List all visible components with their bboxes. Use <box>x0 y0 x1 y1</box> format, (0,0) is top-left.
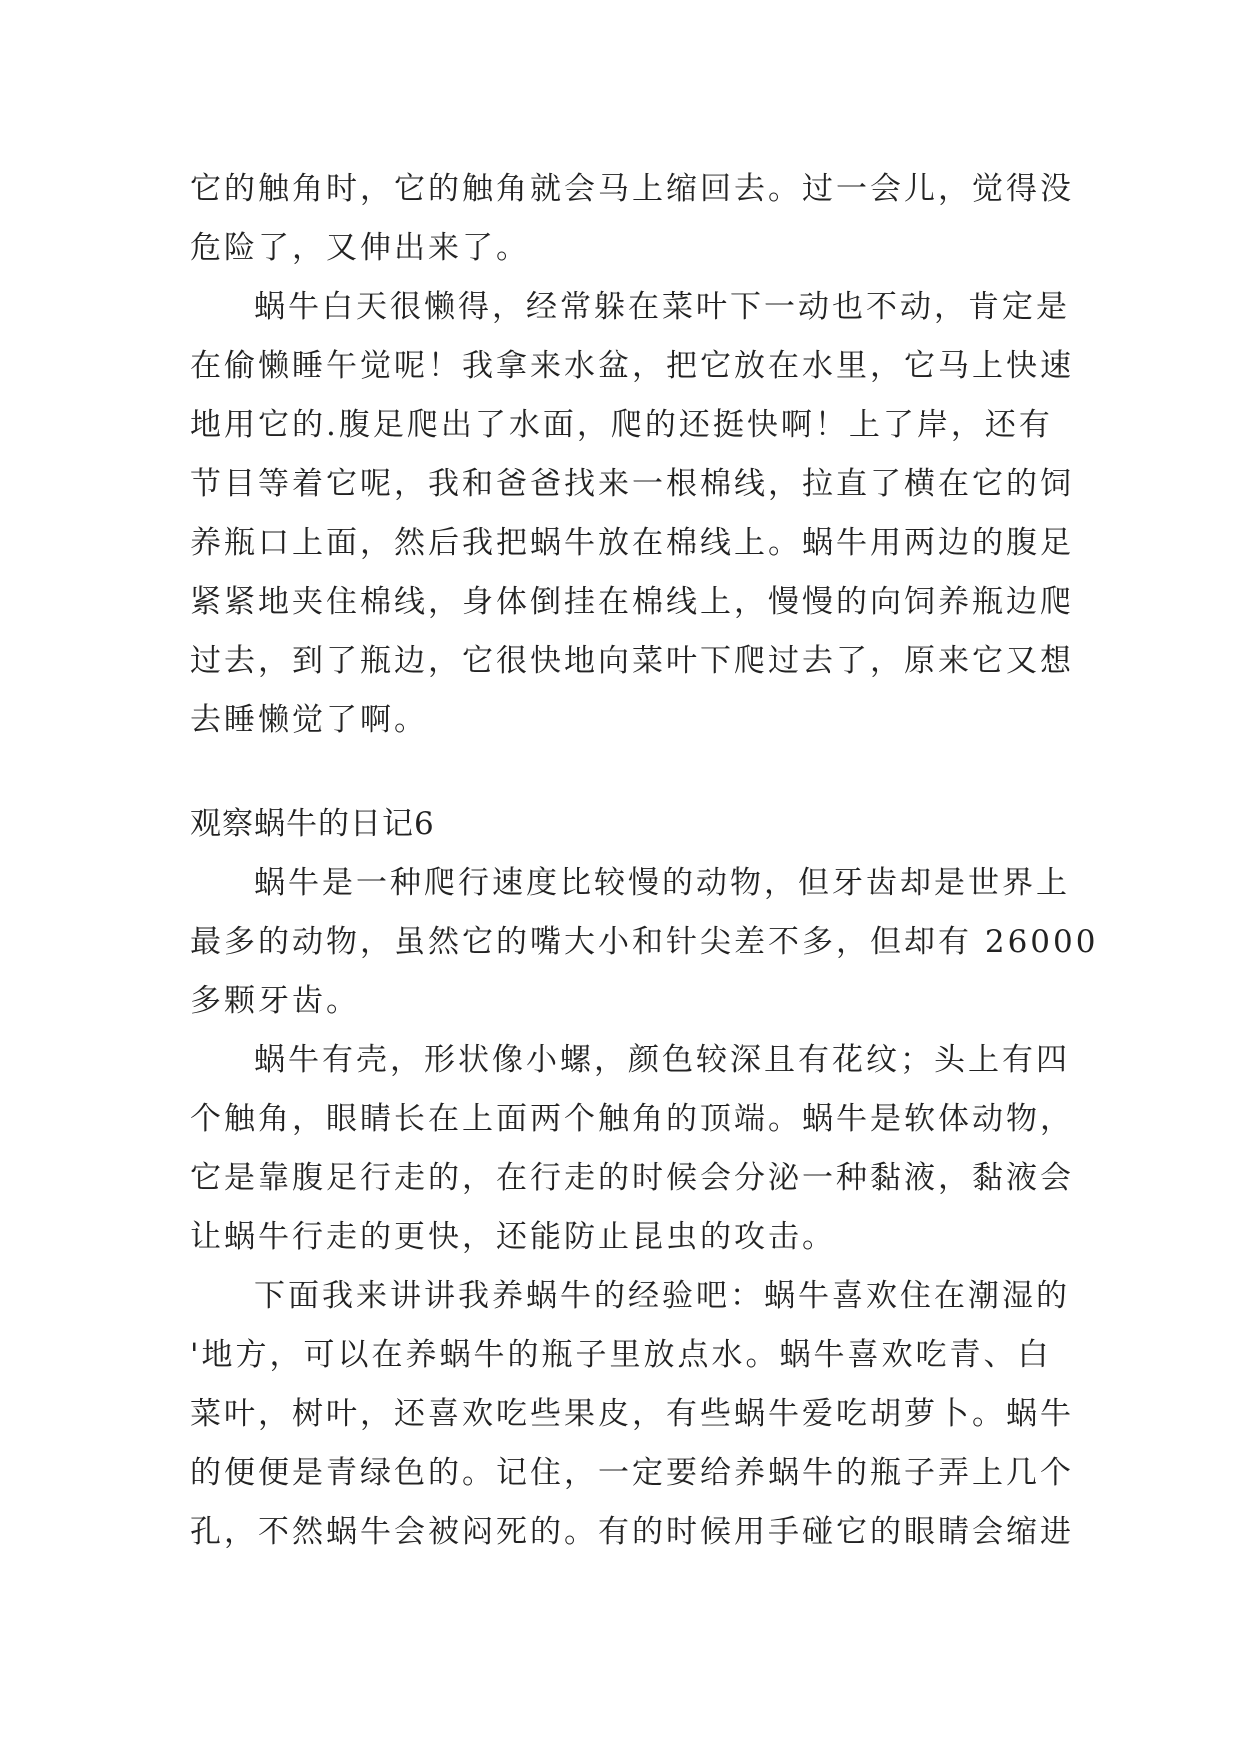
text-line: '地方，可以在养蜗牛的瓶子里放点水。蜗牛喜欢吃青、白 <box>190 1337 1052 1373</box>
paragraph-first-line: 蜗牛是一种爬行速度比较慢的动物，但牙齿却是世界上 <box>254 865 1070 901</box>
text-line: 过去，到了瓶边，它很快地向菜叶下爬过去了，原来它又想 <box>190 643 1074 679</box>
text-line: 它的触角时，它的触角就会马上缩回去。过一会儿，觉得没 <box>190 171 1074 207</box>
text-line: 的便便是青绿色的。记住，一定要给养蜗牛的瓶子弄上几个 <box>190 1455 1074 1491</box>
paragraph-first-line: 下面我来讲讲我养蜗牛的经验吧：蜗牛喜欢住在潮湿的 <box>254 1278 1070 1314</box>
text-line: 让蜗牛行走的更快，还能防止昆虫的攻击。 <box>190 1219 836 1255</box>
text-line: 最多的动物，虽然它的嘴大小和针尖差不多，但却有 26000 <box>190 924 1099 960</box>
text-line: 在偷懒睡午觉呢！我拿来水盆，把它放在水里，它马上快速 <box>190 348 1074 384</box>
paragraph-first-line: 蜗牛有壳，形状像小螺，颜色较深且有花纹；头上有四 <box>254 1042 1070 1078</box>
text-line: 紧紧地夹住棉线，身体倒挂在棉线上，慢慢的向饲养瓶边爬 <box>190 584 1074 620</box>
text-line: 养瓶口上面，然后我把蜗牛放在棉线上。蜗牛用两边的腹足 <box>190 525 1074 561</box>
paragraph-first-line: 蜗牛白天很懒得，经常躲在菜叶下一动也不动，肯定是 <box>254 289 1070 325</box>
text-line: 孔，不然蜗牛会被闷死的。有的时候用手碰它的眼睛会缩进 <box>190 1514 1074 1550</box>
text-line: 多颗牙齿。 <box>190 983 360 1019</box>
section-title: 观察蜗牛的日记6 <box>190 806 435 842</box>
text-line: 个触角，眼睛长在上面两个触角的顶端。蜗牛是软体动物， <box>190 1101 1074 1137</box>
text-line: 去睡懒觉了啊。 <box>190 702 428 738</box>
text-line: 节目等着它呢，我和爸爸找来一根棉线，拉直了横在它的饲 <box>190 466 1074 502</box>
text-line: 它是靠腹足行走的，在行走的时候会分泌一种黏液，黏液会 <box>190 1160 1074 1196</box>
text-line: 地用它的.腹足爬出了水面，爬的还挺快啊！上了岸，还有 <box>190 407 1053 443</box>
text-line: 菜叶，树叶，还喜欢吃些果皮，有些蜗牛爱吃胡萝卜。蜗牛 <box>190 1396 1074 1432</box>
text-line: 危险了，又伸出来了。 <box>190 230 530 266</box>
